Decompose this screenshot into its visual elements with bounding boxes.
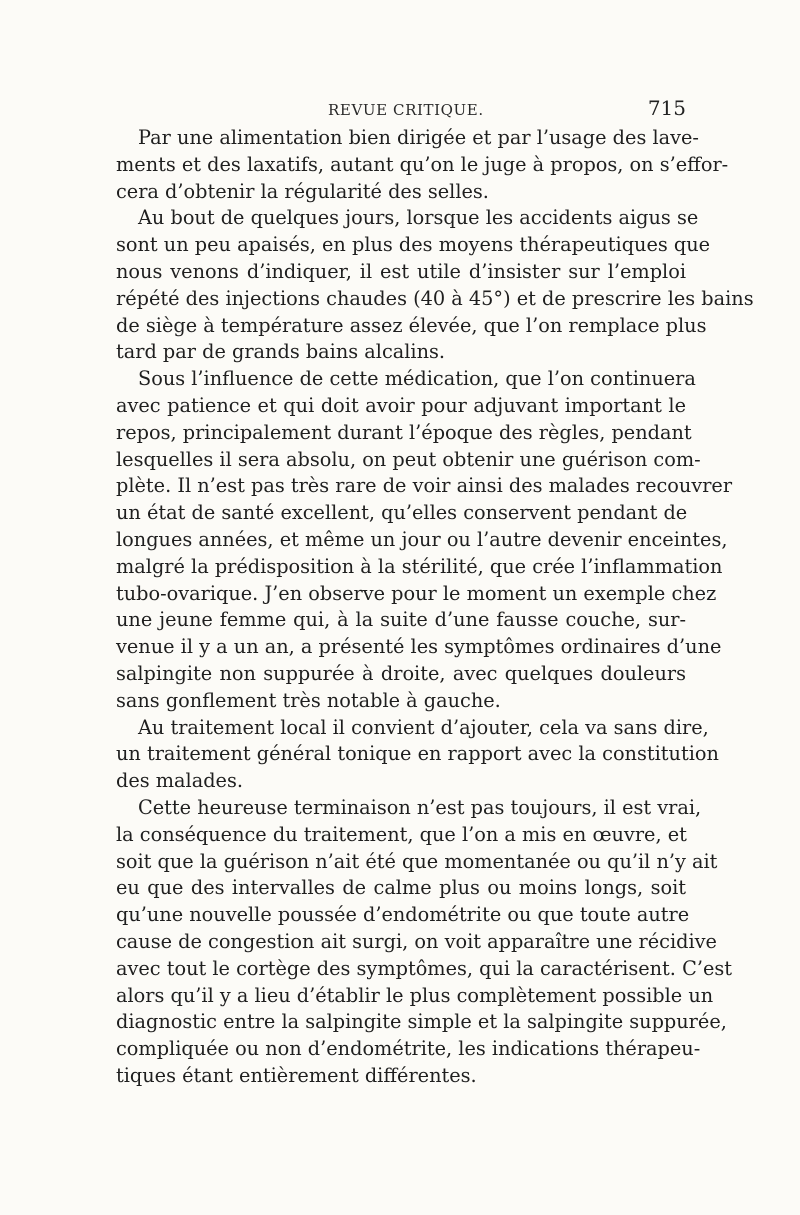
text-line: plète. Il n’est pas très rare de voir ainsi des malades recouvrer bbox=[116, 474, 733, 498]
text-line: avec patience et qui doit avoir pour adjuvant important le bbox=[116, 393, 686, 417]
page-number: 715 bbox=[647, 96, 686, 120]
running-head: REVUE CRITIQUE. bbox=[328, 101, 484, 119]
text-line: Cette heureuse terminaison n’est pas toujours, il est vrai, bbox=[138, 795, 702, 819]
text-line: eu que des intervalles de calme plus ou moins longs, soit bbox=[116, 876, 686, 900]
text-line: repos, principalement durant l’époque des règles, pendant bbox=[116, 420, 692, 444]
text-line: tubo-ovarique. J’en observe pour le moment un exemple chez bbox=[116, 581, 717, 605]
text-line: tard par de grands bains alcalins. bbox=[116, 340, 446, 364]
text-line: venue il y a un an, a présenté les symptômes ordinaires d’une bbox=[116, 635, 722, 659]
text-line: Au bout de quelques jours, lorsque les accidents aigus se bbox=[138, 206, 699, 230]
text-line: diagnostic entre la salpingite simple et la salpingite suppurée, bbox=[116, 1010, 727, 1034]
body-text bbox=[116, 125, 754, 1090]
text-line: ments et des laxatifs, autant qu’on le juge à propos, on s’effor- bbox=[116, 152, 729, 176]
text-line: nous venons d’indiquer, il est utile d’insister sur l’emploi bbox=[116, 259, 686, 283]
text-line: de siège à température assez élevée, que l’on remplace plus bbox=[116, 313, 707, 337]
text-line: Par une alimentation bien dirigée et par l’usage des lave- bbox=[138, 126, 699, 149]
text-line: sont un peu apaisés, en plus des moyens thérapeutiques que bbox=[116, 233, 711, 257]
text-line: malgré la prédisposition à la stérilité, que crée l’inflammation bbox=[116, 554, 723, 578]
text-line: qu’une nouvelle poussée d’endométrite ou que toute autre bbox=[116, 903, 690, 927]
text-line: sans gonflement très notable à gauche. bbox=[116, 688, 501, 712]
text-line: salpingite non suppurée à droite, avec quelques douleurs bbox=[116, 661, 686, 685]
text-line: longues années, et même un jour ou l’autre devenir enceintes, bbox=[116, 527, 728, 551]
text-line: Au traitement local il convient d’ajouter, cela va sans dire, bbox=[138, 715, 709, 739]
text-line: des malades. bbox=[116, 769, 243, 793]
text-line: cause de congestion ait surgi, on voit apparaître une récidive bbox=[116, 929, 717, 953]
text-line: cera d’obtenir la régularité des selles. bbox=[116, 179, 489, 203]
text-line: lesquelles il sera absolu, on peut obtenir une guérison com- bbox=[116, 447, 701, 471]
text-line: avec tout le cortège des symptômes, qui la caractérisent. C’est bbox=[116, 956, 733, 980]
text-line: un traitement général tonique en rapport avec la constitution bbox=[116, 742, 719, 766]
text-line: un état de santé excellent, qu’elles conservent pendant de bbox=[116, 501, 688, 525]
text-line: compliquée ou non d’endométrite, les indications thérapeu- bbox=[116, 1037, 701, 1061]
text-line: la conséquence du traitement, que l’on a mis en œuvre, et bbox=[116, 822, 687, 846]
text-line: soit que la guérison n’ait été que momentanée ou qu’il n’y ait bbox=[116, 849, 718, 873]
text-line: répété des injections chaudes (40 à 45°) et de prescrire les bains bbox=[116, 286, 754, 310]
text-line: alors qu’il y a lieu d’établir le plus complètement possible un bbox=[116, 983, 714, 1007]
text-line: une jeune femme qui, à la suite d’une fausse couche, sur- bbox=[116, 608, 686, 632]
text-line: Sous l’influence de cette médication, que l’on continuera bbox=[138, 367, 696, 391]
text-line: tiques étant entièrement différentes. bbox=[116, 1063, 477, 1087]
page-header bbox=[118, 96, 686, 124]
